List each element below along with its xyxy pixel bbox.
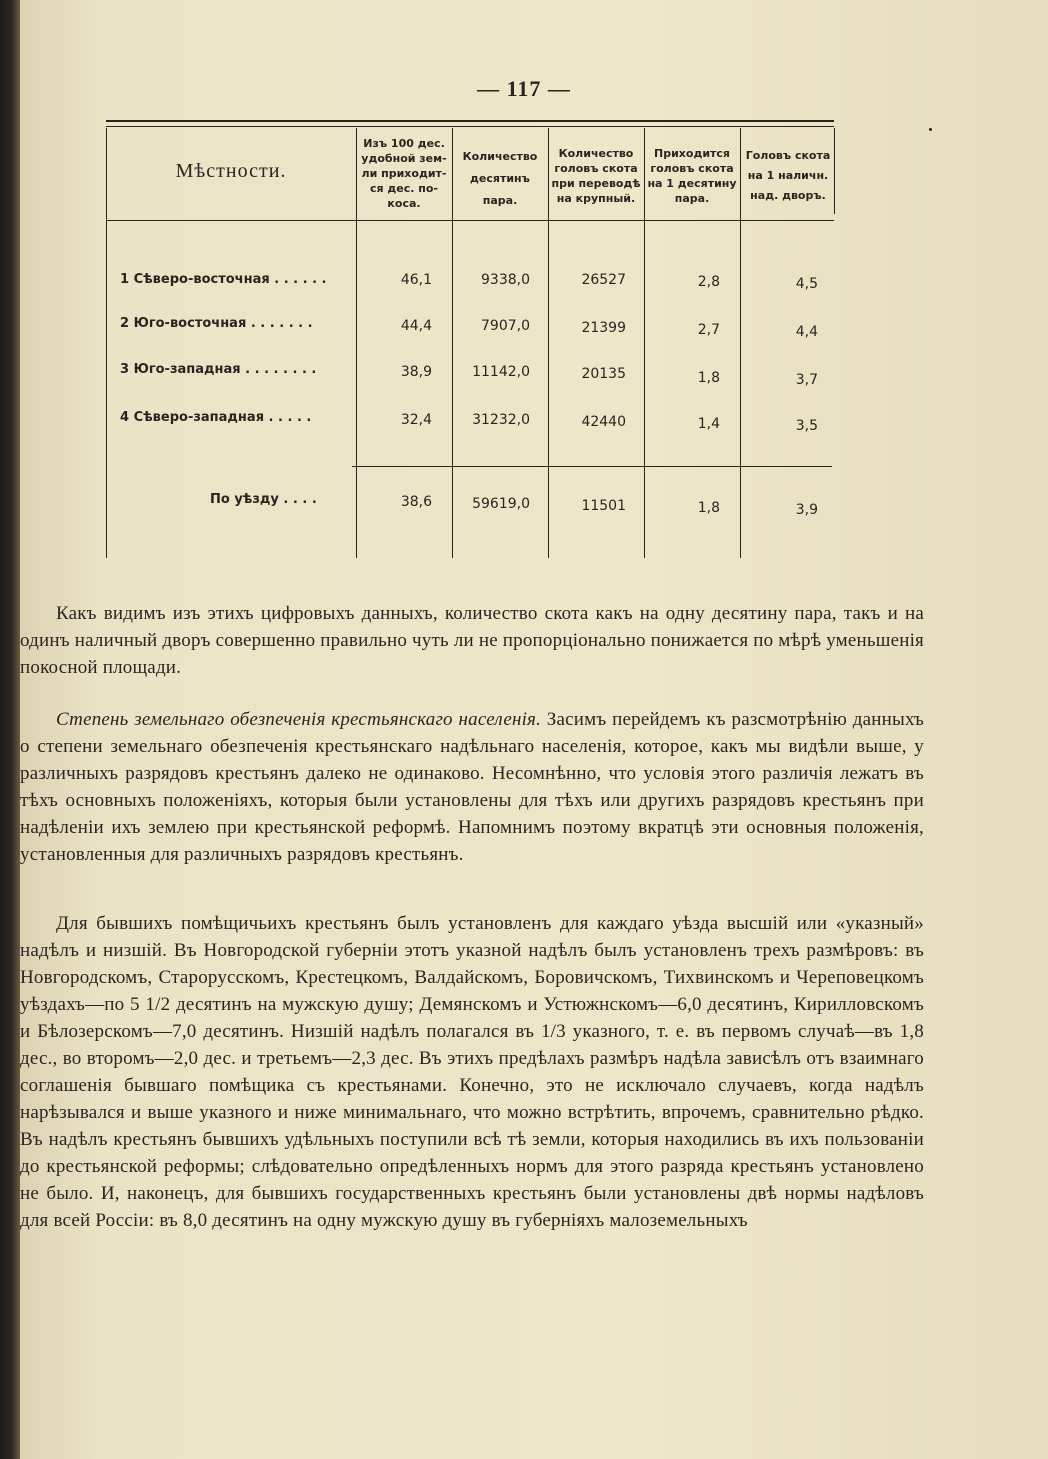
cell-cattle-large: 20135 xyxy=(581,366,626,382)
cell-fallow-area: 9338,0 xyxy=(481,272,530,288)
cell-cattle-large: 42440 xyxy=(581,414,626,430)
total-cattle-large: 11501 xyxy=(581,498,626,514)
cell-per-100: 44,4 xyxy=(400,318,432,334)
cell-per-100: 46,1 xyxy=(400,272,432,288)
statistics-table xyxy=(106,120,834,554)
header-cattle-large: Количество головъ скота при переводѣ на крупный. xyxy=(551,147,641,205)
cell-per-household: 3,7 xyxy=(795,372,818,388)
paragraph-cattle-conclusion: Какъ видимъ изъ этихъ цифровыхъ данныхъ, количество скота какъ на одну десятину пара, такъ и на одинъ наличный дворъ совершенно правильно чуть ли не пропорціонально понижается по мѣрѣ уменьшенія покосной площади. xyxy=(20,603,924,678)
cell-per-100: 32,4 xyxy=(400,412,432,428)
total-per-fallow: 1,8 xyxy=(697,500,720,516)
paragraph-land-provision: Степень земельнаго обезпеченія крестьянскаго населенія. Засимъ перейдемъ къ разсмотрѣнію данныхъ о степени земельнаго обезпеченія крестьянскаго надѣльнаго населенія, которое, какъ мы видѣли выше, у различныхъ разрядовъ крестьянъ далеко не одинаково. Несомнѣнно, что условія этого различія лежатъ въ тѣхъ основныхъ положеніяхъ, которыя были установлены для тѣхъ или другихъ разрядовъ крестьянъ при надѣленіи ихъ землею при крестьянской реформѣ. Напомнимъ поэтому вкратцѣ эти основныя положенія, установленныя для различныхъ разрядовъ крестьянъ. xyxy=(20,709,924,865)
cell-per-fallow: 2,8 xyxy=(697,274,720,290)
cell-fallow-area: 11142,0 xyxy=(472,364,530,380)
header-per-100: Изъ 100 дес. удобной зем- ли приходит- ся дес. по- коса. xyxy=(361,137,447,210)
cell-per-fallow: 2,7 xyxy=(697,322,720,338)
total-fallow-area: 59619,0 xyxy=(472,496,530,512)
row-label: 2 Юго-восточная . . . . . . . xyxy=(120,316,313,331)
column-rule xyxy=(106,128,107,558)
header-rule xyxy=(106,220,834,221)
header-per-household: Головъ скота на 1 наличн. над. дворъ. xyxy=(745,149,831,202)
cell-cattle-large: 26527 xyxy=(581,272,626,288)
cell-per-fallow: 1,8 xyxy=(697,370,720,386)
header-per-fallow: Приходится головъ скота на 1 десятину пара. xyxy=(647,147,737,205)
book-spine-shadow xyxy=(0,0,20,1459)
total-per-household: 3,9 xyxy=(795,502,818,518)
section-heading: Степень земельнаго обезпеченія крестьянскаго населенія. xyxy=(56,709,542,730)
cell-fallow-area: 7907,0 xyxy=(481,318,530,334)
cell-per-fallow: 1,4 xyxy=(697,416,720,432)
cell-cattle-large: 21399 xyxy=(581,320,626,336)
table-top-rule xyxy=(106,126,834,127)
cell-per-household: 4,5 xyxy=(795,276,818,292)
row-label: 3 Юго-западная . . . . . . . . xyxy=(120,362,317,377)
total-per-100: 38,6 xyxy=(400,494,432,510)
cell-per-household: 3,5 xyxy=(795,418,818,434)
cell-fallow-area: 31232,0 xyxy=(472,412,530,428)
total-rule xyxy=(352,466,832,467)
cell-per-100: 38,9 xyxy=(400,364,432,380)
header-fallow-area: Количество десятинъ пара. xyxy=(462,150,538,207)
paragraph-allotment-norms: Для бывшихъ помѣщичьихъ крестьянъ былъ установленъ для каждаго уѣзда высшій или «указный» надѣлъ и низшій. Въ Новгородской губерніи этотъ указной надѣлъ былъ установленъ трехъ размѣровъ: въ Новгородскомъ, Старорусскомъ, Крестецкомъ, Валдайскомъ, Боровичскомъ, Тихвинскомъ и Череповецкомъ уѣздахъ—по 5 1/2 десятинъ на мужскую душу; Демянскомъ и Устюжнскомъ—6,0 десятинъ, Кирилловскомъ и Бѣлозерскомъ—7,0 десятинъ. Низшій надѣлъ полагался въ 1/3 указного, т. е. въ первомъ случаѣ—въ 1,8 дес., во второмъ—2,0 дес. и третьемъ—2,3 дес. Въ этихъ предѣлахъ размѣръ надѣла зависѣлъ отъ взаимнаго соглашенія бывшаго помѣщика съ крестьянами. Конечно, это не исключало случаевъ, когда надѣлъ нарѣзывался и выше указного и ниже минимальнаго, что можно встрѣтить, впрочемъ, сравнительно рѣдко. Въ надѣлъ крестьянъ бывшихъ удѣльныхъ поступили всѣ тѣ земли, которыя находились въ ихъ пользованіи до крестьянской реформы; слѣдовательно опредѣленныхъ нормъ для этого разряда крестьянъ установлено не было. И, наконецъ, для бывшихъ государственныхъ крестьянъ были установлены двѣ нормы надѣловъ для всей Россіи: въ 8,0 десятинъ на одну мужскую душу въ губерніяхъ малоземельныхъ xyxy=(20,913,924,1231)
row-label: 1 Сѣверо-восточная . . . . . . xyxy=(120,272,327,287)
cell-per-household: 4,4 xyxy=(795,324,818,340)
row-label: 4 Сѣверо-западная . . . . . xyxy=(120,410,312,425)
header-locality: Мѣстности. xyxy=(175,160,287,182)
page-number: — 117 — xyxy=(477,76,571,101)
ink-speck xyxy=(929,128,932,131)
total-label: По уѣзду . . . . xyxy=(210,492,317,507)
